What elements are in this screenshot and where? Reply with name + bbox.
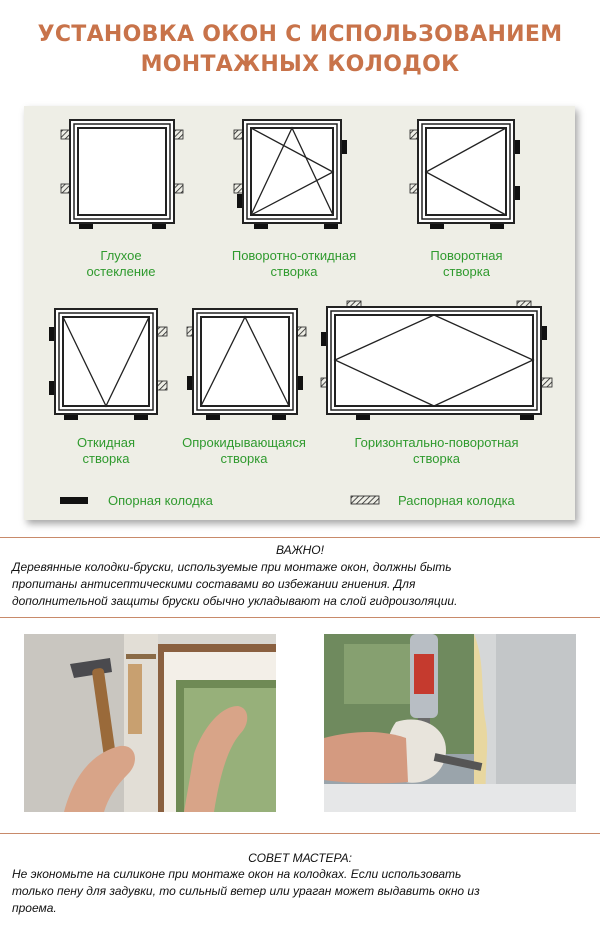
advice-heading: СОВЕТ МАСТЕРА: [248, 851, 352, 865]
label-tilt: Откидная створка [76, 435, 136, 466]
advice-text: Не экономьте на силиконе при монтаже окон на колодках. Если использовать только пену для задувки, то сильный ветер или ураган может выдавить окно из проема. [12, 867, 480, 915]
divider [0, 537, 600, 538]
window-fixed [61, 120, 183, 229]
label-horizontal-pivot: Горизонтально-поворотная створка [354, 435, 519, 466]
title-line-2: МОНТАЖНЫХ КОЛОДОК [140, 52, 460, 77]
label-turn: Поворотная створка [430, 248, 503, 279]
spacer-block [541, 378, 552, 387]
legend-spacer-swatch [351, 496, 379, 504]
divider [0, 833, 600, 834]
window-types-diagram [24, 106, 575, 520]
important-text: Деревянные колодки-бруски, используемые при монтаже окон, должны быть пропитаны антисептическими составами во избежании гниения. Для дополнительной защиты бруски обычно укладывают на слой гидроизоляции. [12, 560, 458, 608]
page-title [0, 20, 600, 80]
legend-support-swatch [60, 497, 88, 504]
photo-foam-application [324, 634, 576, 812]
window-top-hung [187, 309, 306, 420]
important-heading: ВАЖНО! [276, 543, 324, 557]
label-tilt-turn: Поворотно-откидная створка [231, 248, 357, 279]
divider [0, 617, 600, 618]
title-line-1: УСТАНОВКА ОКОН С ИСПОЛЬЗОВАНИЕМ [37, 22, 563, 47]
legend-spacer: Распорная колодка [398, 493, 515, 508]
legend-support: Опорная колодка [108, 493, 213, 508]
window-horizontal-pivot [321, 301, 552, 420]
window-turn [410, 120, 520, 229]
window-tilt [49, 309, 167, 420]
photo-hammer-installation [24, 634, 276, 812]
label-fixed-glazing: Глухое остекление [86, 248, 156, 279]
window-tilt-turn [234, 120, 347, 229]
label-top-hung: Опрокидывающаяся створка [182, 435, 306, 466]
